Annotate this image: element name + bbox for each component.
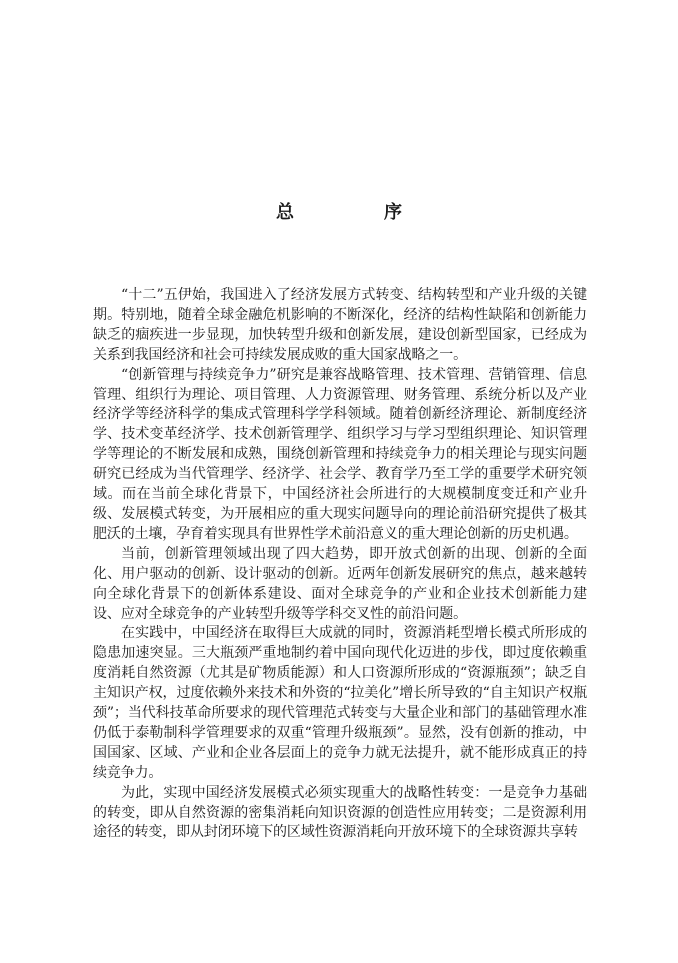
paragraph: “十二”五伊始，我国进入了经济发展方式转变、结构转型和产业升级的关键期。特别地，随着全球金融危机影响的不断深化，经济的结构性缺陷和创新能力缺乏的痼疾进一步显现，加快转型升级和创新发展，建设创新型国家，已经成为关系到我国经济和社会可持续发展成败的重大国家战略之一。 — [93, 287, 587, 363]
body-text — [93, 286, 587, 843]
page-title: 总 序 — [276, 202, 438, 223]
paragraph: “创新管理与持续竞争力”研究是兼容战略管理、技术管理、营销管理、信息管理、组织行为理论、项目管理、人力资源管理、财务管理、系统分析以及产业经济学等经济科学的集成式管理科学学科领域。随着创新经济理论、新制度经济学、技术变革经济学、技术创新管理学、组织学习与学习型组织理论、知识管理学等理论的不断发展和成熟，围绕创新管理和持续竞争力的相关理论与现实问题研究已经成为当代管理学、经济学、社会学、教育学乃至工学的重要学术研究领域。而在当前全球化背景下，中国经济社会所进行的大规模制度变迁和产业升级、发展模式转变，为开展相应的重大现实问题导向的理论前沿研究提供了极其肥沃的土壤，孕育着实现具有世界性学术前沿意义的重大理论创新的历史机遇。 — [93, 366, 587, 542]
paragraph: 当前，创新管理领域出现了四大趋势，即开放式创新的出现、创新的全面化、用户驱动的创新、设计驱动的创新。近两年创新发展研究的焦点，越来越转向全球化背景下的创新体系建设、面对全球竞争的产业和企业技术创新能力建设、应对全球竞争的产业转型升级等学科交叉性的前沿问题。 — [93, 545, 587, 622]
paragraph: 为此，实现中国经济发展模式必须实现重大的战略性转变：一是竞争力基础的转变，即从自然资源的密集消耗向知识资源的创造性应用转变；二是资源利用途径的转变，即从封闭环境下的区域性资源消耗向开放环境下的全球资源共享转 — [93, 784, 587, 841]
paragraph: 在实践中，中国经济在取得巨大成就的同时，资源消耗型增长模式所形成的隐患加速突显。三大瓶颈严重地制约着中国向现代化迈进的步伐，即过度依赖重度消耗自然资源（尤其是矿物质能源）和人口资源所形成的“资源瓶颈”；缺乏自主知识产权，过度依赖外来技术和外资的“拉美化”增长所导致的“自主知识产权瓶颈”；当代科技革命所要求的现代管理范式转变与大量企业和部门的基础管理水准仍低于泰勒制科学管理要求的双重“管理升级瓶颈”。显然，没有创新的推动，中国国家、区域、产业和企业各层面上的竞争力就无法提升，就不能形成真正的持续竞争力。 — [93, 625, 587, 781]
